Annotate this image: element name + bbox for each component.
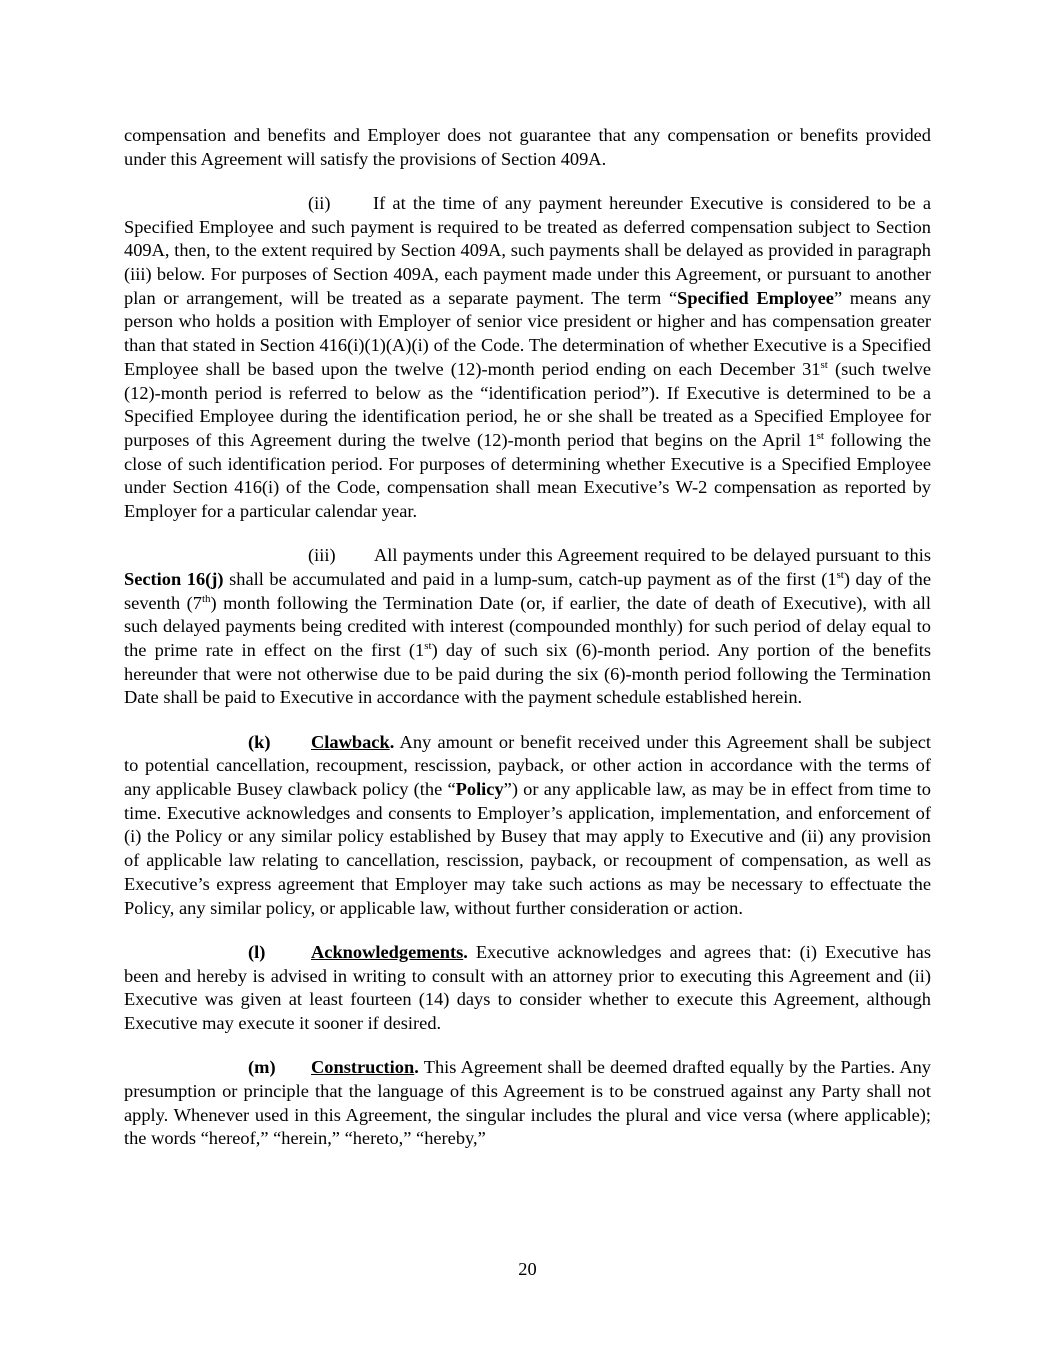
paragraph-iii-text: shall be accumulated and paid in a lump-sum, catch-up payment as of the first (1 (223, 568, 837, 589)
section-k-text: Any amount or benefit received under this Agreement shall be subject to potential cancellation, recoupment, rescission, payback, or other action in accordance with the terms of any applicable Busey clawback policy (the “ (124, 731, 931, 800)
heading-period: . (389, 731, 395, 752)
paragraph-ii-text: (such twelve (12)-month period is referred to below as the “identification period”). If Executive is determined to be a Specified Employee during the identification period, he or she shall be treated as a Specified Employee for purposes of this Agreement during the twelve (12)-month period that begins on the April 1 (124, 358, 931, 450)
superscript: st (820, 358, 828, 371)
acknowledgements-heading: Acknowledgements (311, 941, 464, 962)
section-m-text: This Agreement shall be deemed drafted equally by the Parties. Any presumption or principle that the language of this Agreement is to be construed against any Party shall not apply. Whenever used in this Agreement, the singular includes the plural and vice versa (where applicable); the words “hereof,” “herein,” “hereto,” “hereby,” (124, 1057, 931, 1149)
paragraph-ii-text: ” means any person who holds a position with Employer of senior vice president or higher and has compensation greater than that stated in Section 416(i)(1)(A)(i) of the Code. The determination of whether Executive is a Specified Employee shall be based upon the twelve (12)-month period ending on each December 31 (124, 287, 931, 379)
section-k-clawback (124, 731, 931, 921)
superscript: th (201, 592, 211, 605)
paragraph-ii-text: following the close of such identification period. For purposes of determining whether Executive is a Specified Employee under Section 416(i) of the Code, compensation shall mean Executive’s W-2 compensation as reported by Employer for a particular calendar year. (124, 429, 931, 522)
section-k-label: (k) (248, 731, 271, 752)
section-m-label: (m) (248, 1057, 276, 1078)
paragraph-ii (124, 192, 931, 524)
paragraph-ii-label: (ii) (308, 192, 331, 213)
clawback-heading: Clawback (311, 731, 390, 752)
superscript: st (816, 429, 824, 442)
heading-period: . (463, 941, 468, 962)
paragraph-iii-label: (iii) (308, 545, 336, 566)
section-l-text: Executive acknowledges and agrees that: (i) Executive has been and hereby is advised in writing to consult with an attorney prior to executing this Agreement and (ii) Executive was given at least fourteen (14) days to consider whether to execute this Agreement, although Executive may execute it sooner if desired. (124, 941, 931, 1033)
paragraph-iii-text: ) day of the seventh (7 (124, 568, 932, 613)
specified-employee-term: Specified Employee (677, 287, 834, 308)
section-l-label: (l) (248, 941, 266, 962)
superscript: st (836, 568, 844, 581)
section-l-acknowledgements (124, 941, 931, 1036)
paragraph-ii-text: If at the time of any payment hereunder Executive is considered to be a Specified Employee and such payment is required to be treated as deferred compensation subject to Section 409A, then, to the extent required by Section 409A, such payments shall be delayed as provided in paragraph (iii) below. For purposes of Section 409A, each payment made under this Agreement, or pursuant to another plan or arrangement, will be treated as a separate payment. The term “ (124, 192, 931, 308)
paragraph-iii-text: ) day of such six (6)-month period. Any portion of the benefits hereunder that were not otherwise due to be paid during the six (6)-month period following the Termination Date shall be paid to Executive in accordance with the payment schedule established herein. (124, 640, 931, 708)
policy-term: Policy (455, 779, 504, 800)
document-body (124, 124, 931, 1151)
page-number: 20 (518, 1259, 537, 1279)
intro-text: compensation and benefits and Employer does not guarantee that any compensation or benefits provided under this Agreement will satisfy the provisions of Section 409A. (124, 125, 931, 169)
section-k-text: ”) or any applicable law, as may be in effect from time to time. Executive acknowledges and consents to Employer’s application, implementation, and enforcement of (i) the Policy or any similar policy established by Busey that may apply to Executive and (ii) any provision of applicable law relating to cancellation, rescission, payback, or recoupment of compensation, as well as Executive’s express agreement that Employer may take such actions as may be necessary to effectuate the Policy, any similar policy, or applicable law, without further consideration or action. (124, 779, 931, 918)
paragraph-iii-text: All payments under this Agreement required to be delayed pursuant to this (374, 545, 931, 566)
section-reference: Section 16(j) (124, 568, 224, 589)
construction-heading: Construction (311, 1057, 415, 1078)
paragraph-iii-text: ) month following the Termination Date (or, if earlier, the date of death of Executive), with all such delayed payments being credited with interest (compounded monthly) for such period of delay equal to the prime rate in effect on the first (1 (124, 592, 931, 661)
section-m-construction (124, 1056, 931, 1151)
paragraph-intro (124, 124, 931, 171)
heading-period: . (414, 1057, 419, 1078)
paragraph-iii (124, 544, 931, 710)
superscript: st (424, 640, 432, 653)
